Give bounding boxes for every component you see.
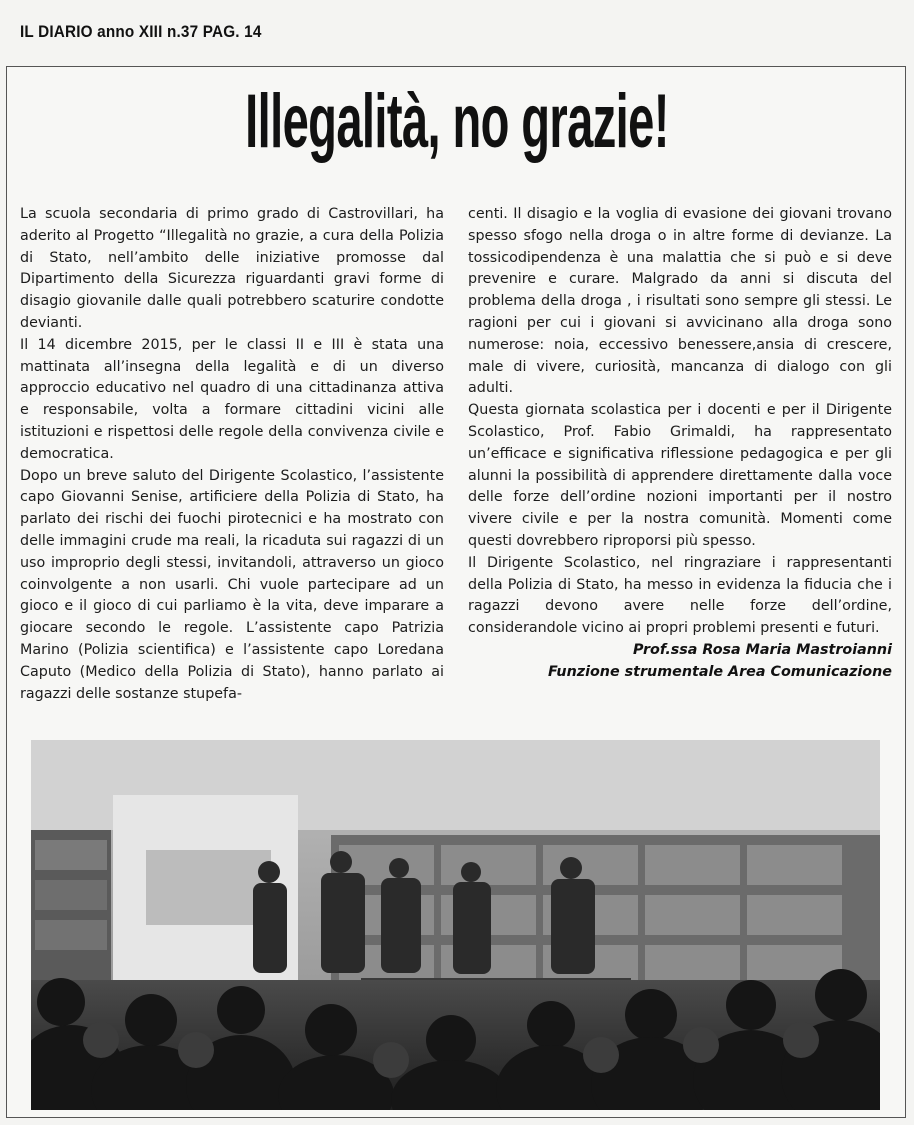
article-body	[20, 204, 892, 724]
paragraph: centi. Il disagio e la voglia di evasione dei giovani trovano spesso sfogo nella droga o in altre forme di devianze. La tossicodipendenza è una malattia che si può e si deve prevenire e curare. Malgrado da anni si discuta del problema della droga , i risultati sono sempre gli stessi. Le ragioni per cui i giovani si avvicinano alla droga sono numerose: noia, eccessivo benessere,ansia di crescere, male di vivere, curiosità, mancanza di dialogo con gli adulti.	[468, 206, 892, 397]
paragraph: Questa giornata scolastica per i docenti e per il Dirigente Scolastico, Prof. Fabio Grimaldi, ha rappresentato un’efficace e significativa riflessione pedagogica e per gli alunni la possibilità di apprendere direttamente dalla voce delle forze dell’ordine nozioni importanti per il nostro vivere civile e per la nostra comunità. Momenti come questi dovrebbero riproporsi più spesso.	[468, 402, 892, 549]
paragraph: Dopo un breve saluto del Dirigente Scolastico, l’assistente capo Giovanni Senise, artificiere della Polizia di Stato, ha parlato dei rischi dei fuochi pirotecnici e ha mostrato con delle immagini crude ma reali, la ricaduta sui ragazzi di un uso improprio degli stessi, invitandoli, attraverso un gioco coinvolgente a non usarli. Chi vuole partecipare ad un gioco e il gioco di cui parliamo è la vita, deve imparare a giocare secondo le regole. L’assistente capo Patrizia Marino (Polizia scientifica) e l’assistente capo Loredana Caputo (Medico della Polizia di Stato), hanno parlato ai ragazzi delle sostanze stupefa-	[20, 467, 444, 702]
headline: Illegalità, no grazie!	[245, 79, 669, 164]
paragraph: La scuola secondaria di primo grado di Castrovillari, ha aderito al Progetto “Illegalità no grazie, a cura della Polizia di Stato, nell’ambito delle iniziative promosse dal Dipartimento della Sicurezza riguardanti gravi forme di disagio giovanile dalle quali potrebbero scaturire condotte devianti.	[20, 206, 444, 331]
masthead: IL DIARIO anno XIII n.37 PAG. 14	[20, 22, 262, 41]
author-role: Funzione strumentale Area Comunicazione	[548, 663, 892, 680]
left-column	[20, 204, 444, 705]
classroom-meeting-photo-icon	[31, 740, 880, 1110]
right-column	[468, 204, 892, 684]
author-signature: Prof.ssa Rosa Maria Mastroianni	[632, 641, 892, 658]
paragraph: Il Dirigente Scolastico, nel ringraziare i rappresentanti della Polizia di Stato, ha messo in evidenza la fiducia che i ragazzi devono avere nelle forze dell’ordine, considerandole vicino ai propri problemi presenti e futuri.	[468, 554, 892, 637]
article-photo	[31, 740, 880, 1110]
paragraph: Il 14 dicembre 2015, per le classi II e III è stata una mattinata all’insegna della legalità e di un diverso approccio educativo nel quadro di una cittadinanza attiva e responsabile, volta a formare cittadini vicini alle istituzioni e rispettosi delle regole della convivenza civile e democratica.	[20, 336, 444, 462]
